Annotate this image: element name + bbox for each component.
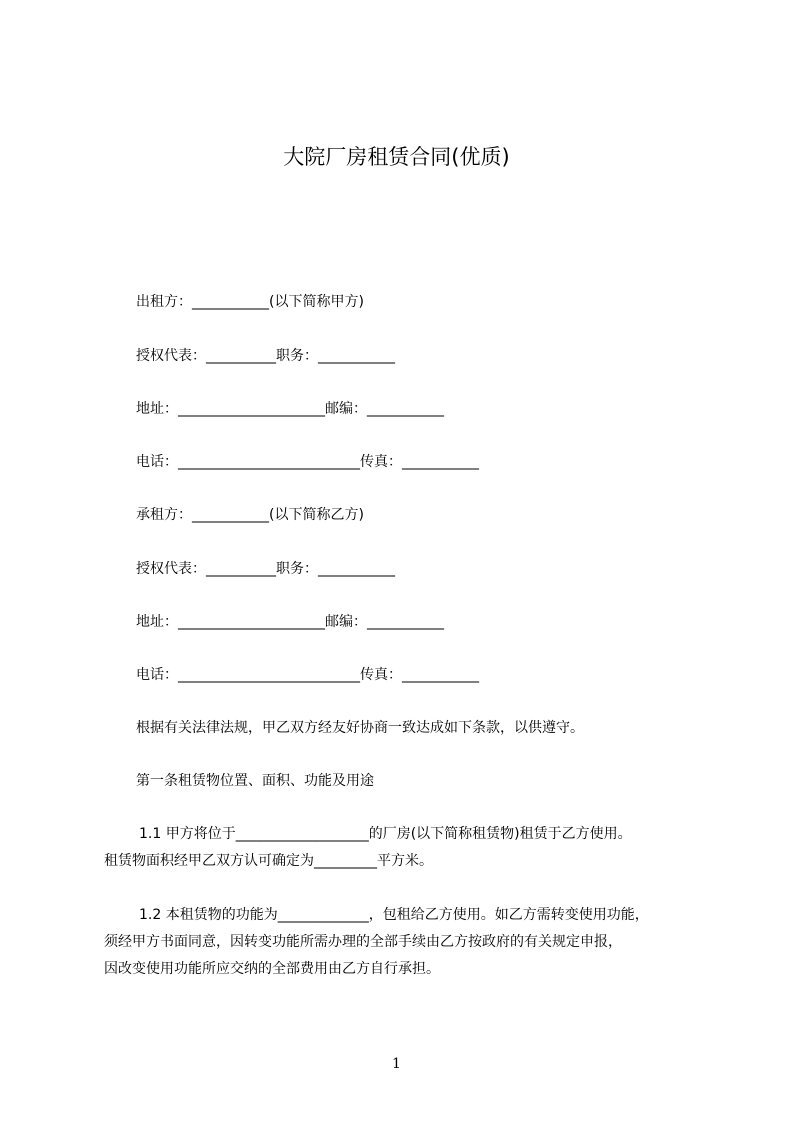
- lessor-representative-line: 授权代表：__________职务：___________: [136, 348, 395, 364]
- lessor-phone-line: 电话：__________________________传真：___________: [136, 454, 479, 470]
- lessor-address-line: 地址：_____________________邮编：___________: [136, 401, 444, 417]
- lessee-phone-line: 电话：__________________________传真：___________: [136, 667, 479, 683]
- article-one-heading: 第一条租赁物位置、面积、功能及用途: [136, 773, 374, 789]
- clause-1-1-line-1: 1.1 甲方将位于___________________的厂房(以下简称租赁物)租赁于乙方使用。: [139, 826, 632, 842]
- clause-1-2-line-2: 须经甲方书面同意，因转变功能所需办理的全部手续由乙方按政府的有关规定申报，: [104, 934, 622, 950]
- preamble-paragraph: 根据有关法律法规，甲乙双方经友好协商一致达成如下条款，以供遵守。: [136, 720, 584, 736]
- lessee-representative-line: 授权代表：__________职务：___________: [136, 561, 395, 577]
- lessee-line: 承租方：___________(以下简称乙方): [136, 507, 364, 523]
- clause-1-2-line-1: 1.2 本租赁物的功能为_____________，包租给乙方使用。如乙方需转变使用功能，: [139, 907, 649, 923]
- clause-1-1-line-2: 租赁物面积经甲乙双方认可确定为_________平方米。: [104, 853, 433, 869]
- lessee-address-line: 地址：_____________________邮编：___________: [136, 614, 444, 630]
- clause-1-2-line-3: 因改变使用功能所应交纳的全部费用由乙方自行承担。: [104, 961, 440, 977]
- lessor-line: 出租方：___________(以下简称甲方): [136, 294, 364, 310]
- page-number: 1: [392, 1056, 401, 1072]
- document-title: 大院厂房租赁合同(优质): [283, 145, 510, 169]
